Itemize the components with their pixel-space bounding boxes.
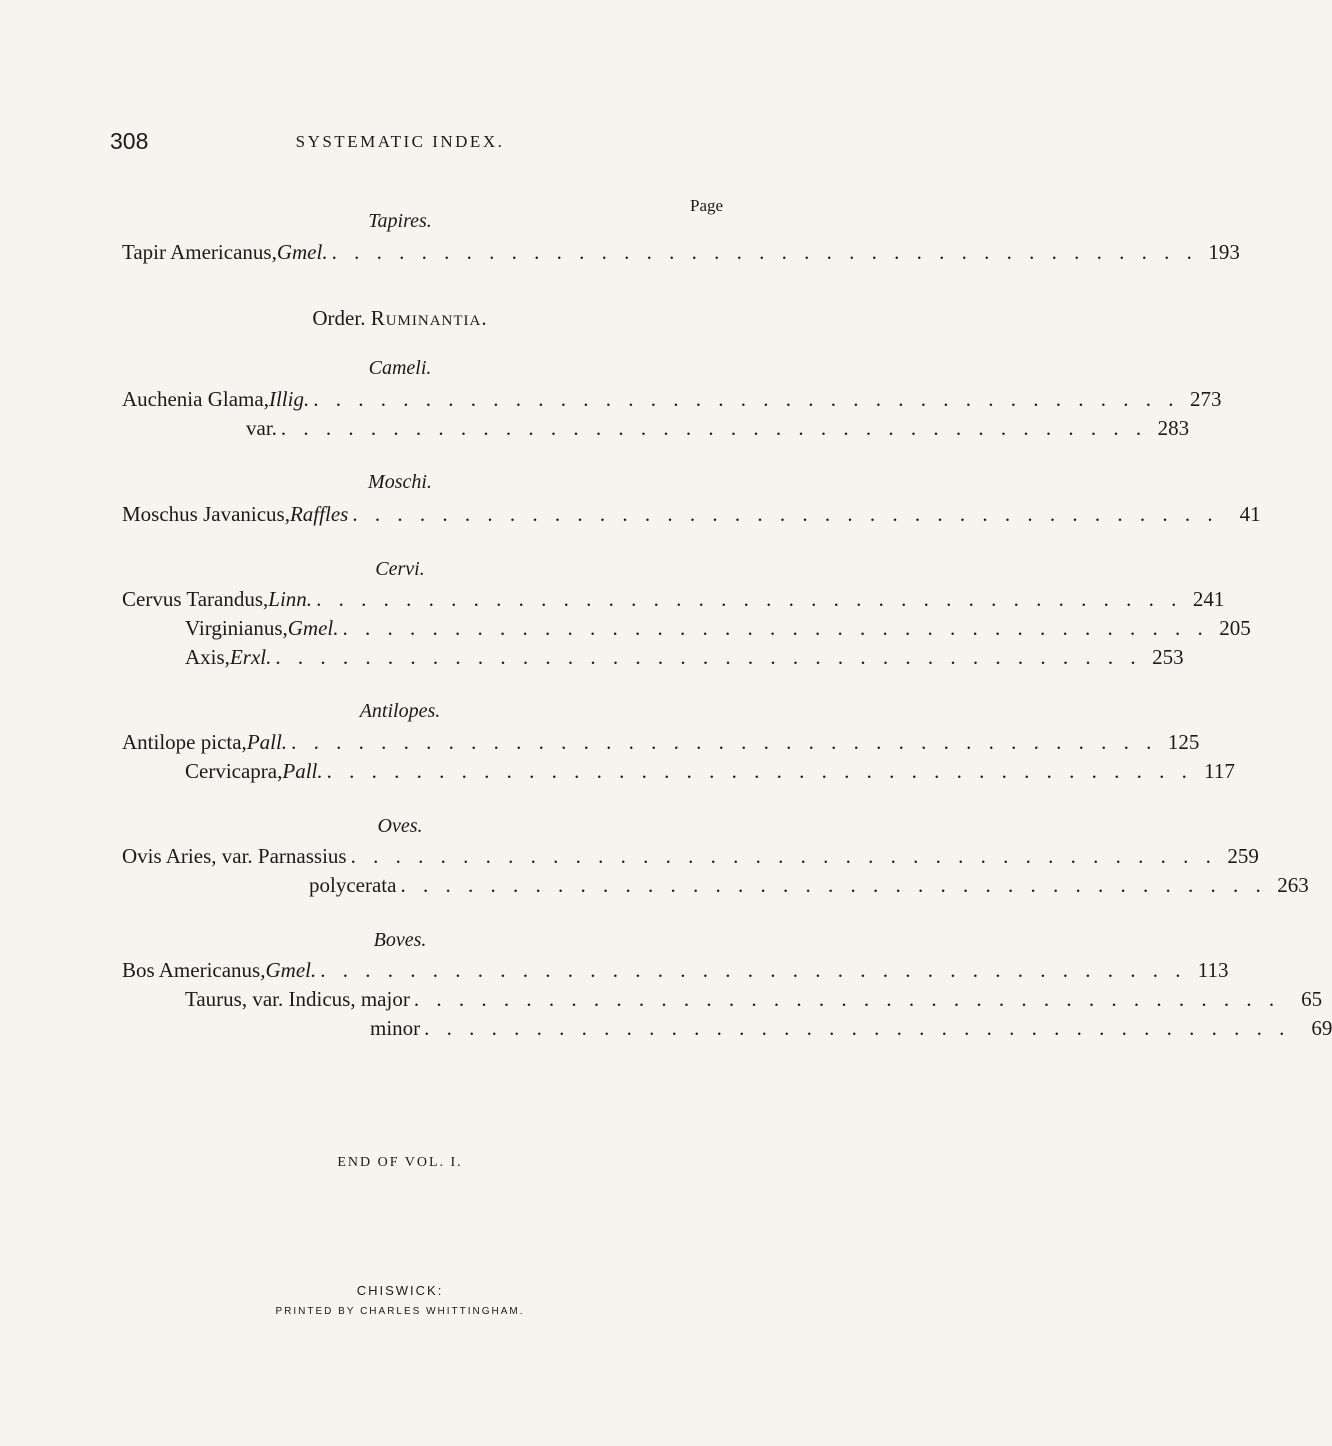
dot-leader: . . . . . . . . . . . . . . . . . . . . . . . . . . . . . . . . . . . . . . . bbox=[313, 387, 1180, 411]
entry-author: Pall. bbox=[282, 759, 323, 783]
entry-author: Pall. bbox=[246, 730, 288, 754]
index-entry bbox=[185, 987, 1323, 1017]
dot-leader: . . . . . . . . . . . . . . . . . . . . . . . . . . . . . . . . . . . . . . . bbox=[320, 958, 1187, 982]
entry-name: Bos Americanus, bbox=[122, 958, 266, 982]
dot-leader: . . . . . . . . . . . . . . . . . . . . . . . . . . . . . . . . . . . . . . . bbox=[280, 416, 1148, 440]
dot-leader: . . . . . . . . . . . . . . . . . . . . . . . . . . . . . . . . . . . . . . . bbox=[400, 873, 1267, 897]
entry-name: Tapir Americanus, bbox=[122, 240, 277, 264]
dot-leader: . . . . . . . . . . . . . . . . . . . . . . . . . . . . . . . . . . . . . . . bbox=[342, 616, 1209, 640]
index-entry bbox=[122, 240, 1240, 270]
dot-leader: . . . . . . . . . . . . . . . . . . . . . . . . . . . . . . . . . . . . . . . bbox=[352, 502, 1219, 526]
entry-name: Moschus Javanicus, bbox=[122, 502, 290, 526]
entry-page: 113 bbox=[1197, 958, 1229, 982]
index-entry bbox=[309, 873, 1309, 903]
entry-page: 193 bbox=[1208, 240, 1240, 264]
dot-leader: . . . . . . . . . . . . . . . . . . . . . . . . . . . . . . . . . . . . . . . bbox=[350, 844, 1217, 868]
index-entry bbox=[185, 616, 1251, 646]
entry-author: Illig. bbox=[268, 387, 310, 411]
entry-name: var. bbox=[246, 416, 277, 440]
end-of-volume: END OF VOL. I. bbox=[337, 1155, 463, 1170]
dot-leader: . . . . . . . . . . . . . . . . . . . . . . . . . . . . . . . . . . . . . . . bbox=[291, 730, 1158, 754]
entry-page: 263 bbox=[1277, 873, 1309, 897]
entry-author: Raffles bbox=[289, 502, 349, 526]
entry-author: Linn. bbox=[268, 587, 313, 611]
entry-name: minor bbox=[370, 1016, 421, 1040]
section-heading-antilopes: Antilopes. bbox=[359, 700, 441, 722]
entry-name: Antilope picta, bbox=[122, 730, 247, 754]
section-heading-cervi: Cervi. bbox=[375, 558, 425, 580]
imprint-printer: PRINTED BY CHARLES WHITTINGHAM. bbox=[275, 1306, 525, 1317]
index-entry bbox=[370, 1016, 1332, 1046]
page-number: 308 bbox=[110, 128, 149, 154]
entry-name: Cervus Tarandus, bbox=[122, 587, 269, 611]
entry-page: 253 bbox=[1152, 645, 1184, 669]
index-entry bbox=[122, 844, 1259, 874]
entry-name: Virginianus, bbox=[185, 616, 288, 640]
entry-page: 117 bbox=[1204, 759, 1235, 783]
entry-page: 241 bbox=[1192, 587, 1225, 611]
order-name: Ruminantia. bbox=[370, 306, 488, 330]
index-entry bbox=[122, 502, 1261, 532]
entry-name: Cervicapra, bbox=[185, 759, 283, 783]
index-entry bbox=[185, 645, 1184, 675]
entry-author: Erxl. bbox=[229, 645, 272, 669]
entry-page: 125 bbox=[1167, 730, 1200, 754]
index-entry bbox=[246, 416, 1190, 446]
dot-leader: . . . . . . . . . . . . . . . . . . . . . . . . . . . . . . . . . . . . . . . bbox=[275, 645, 1142, 669]
entry-author: Gmel. bbox=[265, 958, 317, 982]
dot-leader: . . . . . . . . . . . . . . . . . . . . . . . . . . . . . . . . . . . . . . . bbox=[413, 987, 1281, 1011]
index-entry bbox=[122, 730, 1200, 760]
entry-page: 259 bbox=[1227, 844, 1259, 868]
entry-name: Axis, bbox=[185, 645, 230, 669]
imprint-place: CHISWICK: bbox=[356, 1283, 444, 1298]
entry-page: 69 bbox=[1311, 1016, 1332, 1040]
order-heading bbox=[0, 306, 800, 331]
entry-page: 41 bbox=[1239, 502, 1261, 526]
entry-name: Ovis Aries, var. Parnassius bbox=[122, 844, 347, 868]
dot-leader: . . . . . . . . . . . . . . . . . . . . . . . . . . . . . . . . . . . . . . . bbox=[326, 759, 1193, 783]
section-heading-oves: Oves. bbox=[377, 815, 423, 837]
order-prefix: Order. bbox=[312, 306, 366, 330]
page-column-label: Page bbox=[690, 196, 724, 215]
index-entry bbox=[122, 387, 1222, 417]
section-heading-cameli: Cameli. bbox=[368, 357, 432, 379]
entry-name: Taurus, var. Indicus, major bbox=[185, 987, 410, 1011]
entry-page: 273 bbox=[1189, 387, 1222, 411]
running-title: SYSTEMATIC INDEX. bbox=[295, 132, 505, 151]
index-entry bbox=[122, 958, 1229, 988]
section-heading-boves: Boves. bbox=[373, 929, 427, 951]
dot-leader: . . . . . . . . . . . . . . . . . . . . . . . . . . . . . . . . . . . . . . . bbox=[331, 240, 1198, 264]
entry-page: 283 bbox=[1157, 416, 1190, 440]
index-entry bbox=[122, 587, 1225, 617]
entry-page: 205 bbox=[1219, 616, 1251, 640]
entry-author: Gmel. bbox=[276, 240, 328, 264]
entry-name: polycerata bbox=[309, 873, 397, 897]
dot-leader: . . . . . . . . . . . . . . . . . . . . . . . . . . . . . . . . . . . . . . . bbox=[316, 587, 1183, 611]
entry-name: Auchenia Glama, bbox=[122, 387, 269, 411]
dot-leader: . . . . . . . . . . . . . . . . . . . . . . . . . . . . . . . . . . . . . . . bbox=[424, 1016, 1291, 1040]
entry-page: 65 bbox=[1301, 987, 1323, 1011]
section-heading-tapires: Tapires. bbox=[368, 210, 432, 232]
entry-author: Gmel. bbox=[287, 616, 339, 640]
index-entry bbox=[185, 759, 1235, 789]
section-heading-moschi: Moschi. bbox=[368, 471, 432, 493]
